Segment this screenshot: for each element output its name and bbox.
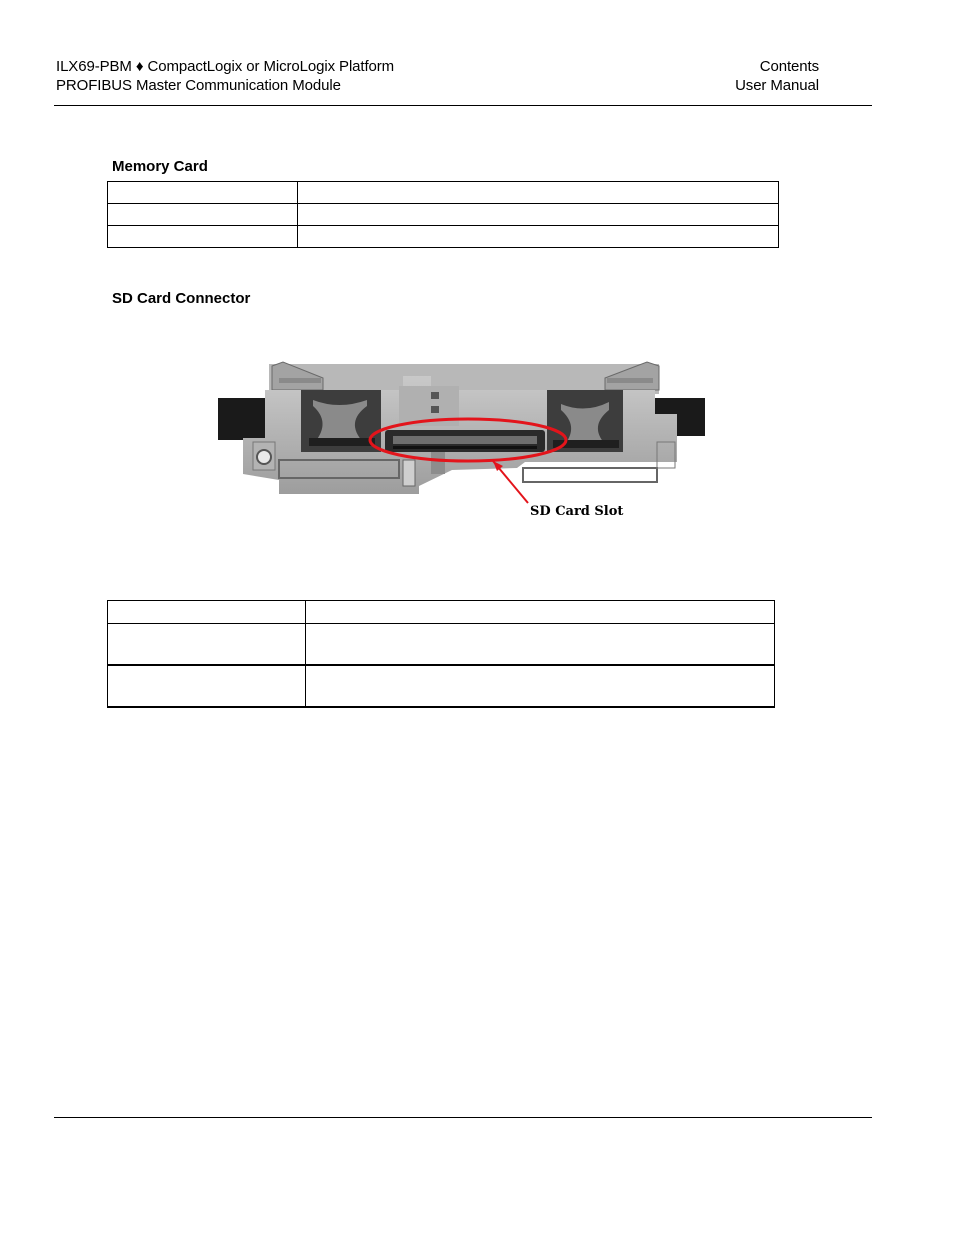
table-row bbox=[108, 624, 775, 666]
table-cell bbox=[108, 601, 306, 624]
table-row bbox=[108, 182, 779, 204]
table-cell bbox=[306, 601, 775, 624]
table-cell bbox=[306, 624, 775, 666]
table-row bbox=[108, 204, 779, 226]
header-product-title: ILX69-PBM ♦ CompactLogix or MicroLogix Platform bbox=[56, 58, 395, 75]
table-cell bbox=[108, 226, 298, 248]
sd-card-connector-heading: SD Card Connector bbox=[112, 290, 251, 307]
table-cell bbox=[108, 624, 306, 666]
header-document-type: User Manual bbox=[735, 77, 819, 94]
sd-card-slot-callout: SD Card Slot bbox=[530, 504, 624, 519]
table-cell bbox=[298, 182, 779, 204]
table-cell bbox=[108, 204, 298, 226]
sd-card-slot-photo bbox=[217, 356, 707, 520]
running-header-right bbox=[735, 57, 819, 95]
table-cell bbox=[298, 226, 779, 248]
table-row bbox=[108, 601, 775, 624]
table-row bbox=[108, 665, 775, 707]
table-cell bbox=[306, 665, 775, 707]
table-row bbox=[108, 226, 779, 248]
table-cell bbox=[298, 204, 779, 226]
header-product-subtitle: PROFIBUS Master Communication Module bbox=[56, 77, 341, 94]
footer-rule bbox=[54, 1117, 872, 1118]
header-section-name: Contents bbox=[759, 58, 819, 75]
running-header-left bbox=[56, 57, 394, 95]
table-cell bbox=[108, 665, 306, 707]
sd-card-connector-table bbox=[107, 600, 775, 708]
memory-card-table bbox=[107, 181, 779, 248]
table-cell bbox=[108, 182, 298, 204]
header-rule bbox=[54, 105, 872, 106]
memory-card-heading: Memory Card bbox=[112, 158, 208, 175]
